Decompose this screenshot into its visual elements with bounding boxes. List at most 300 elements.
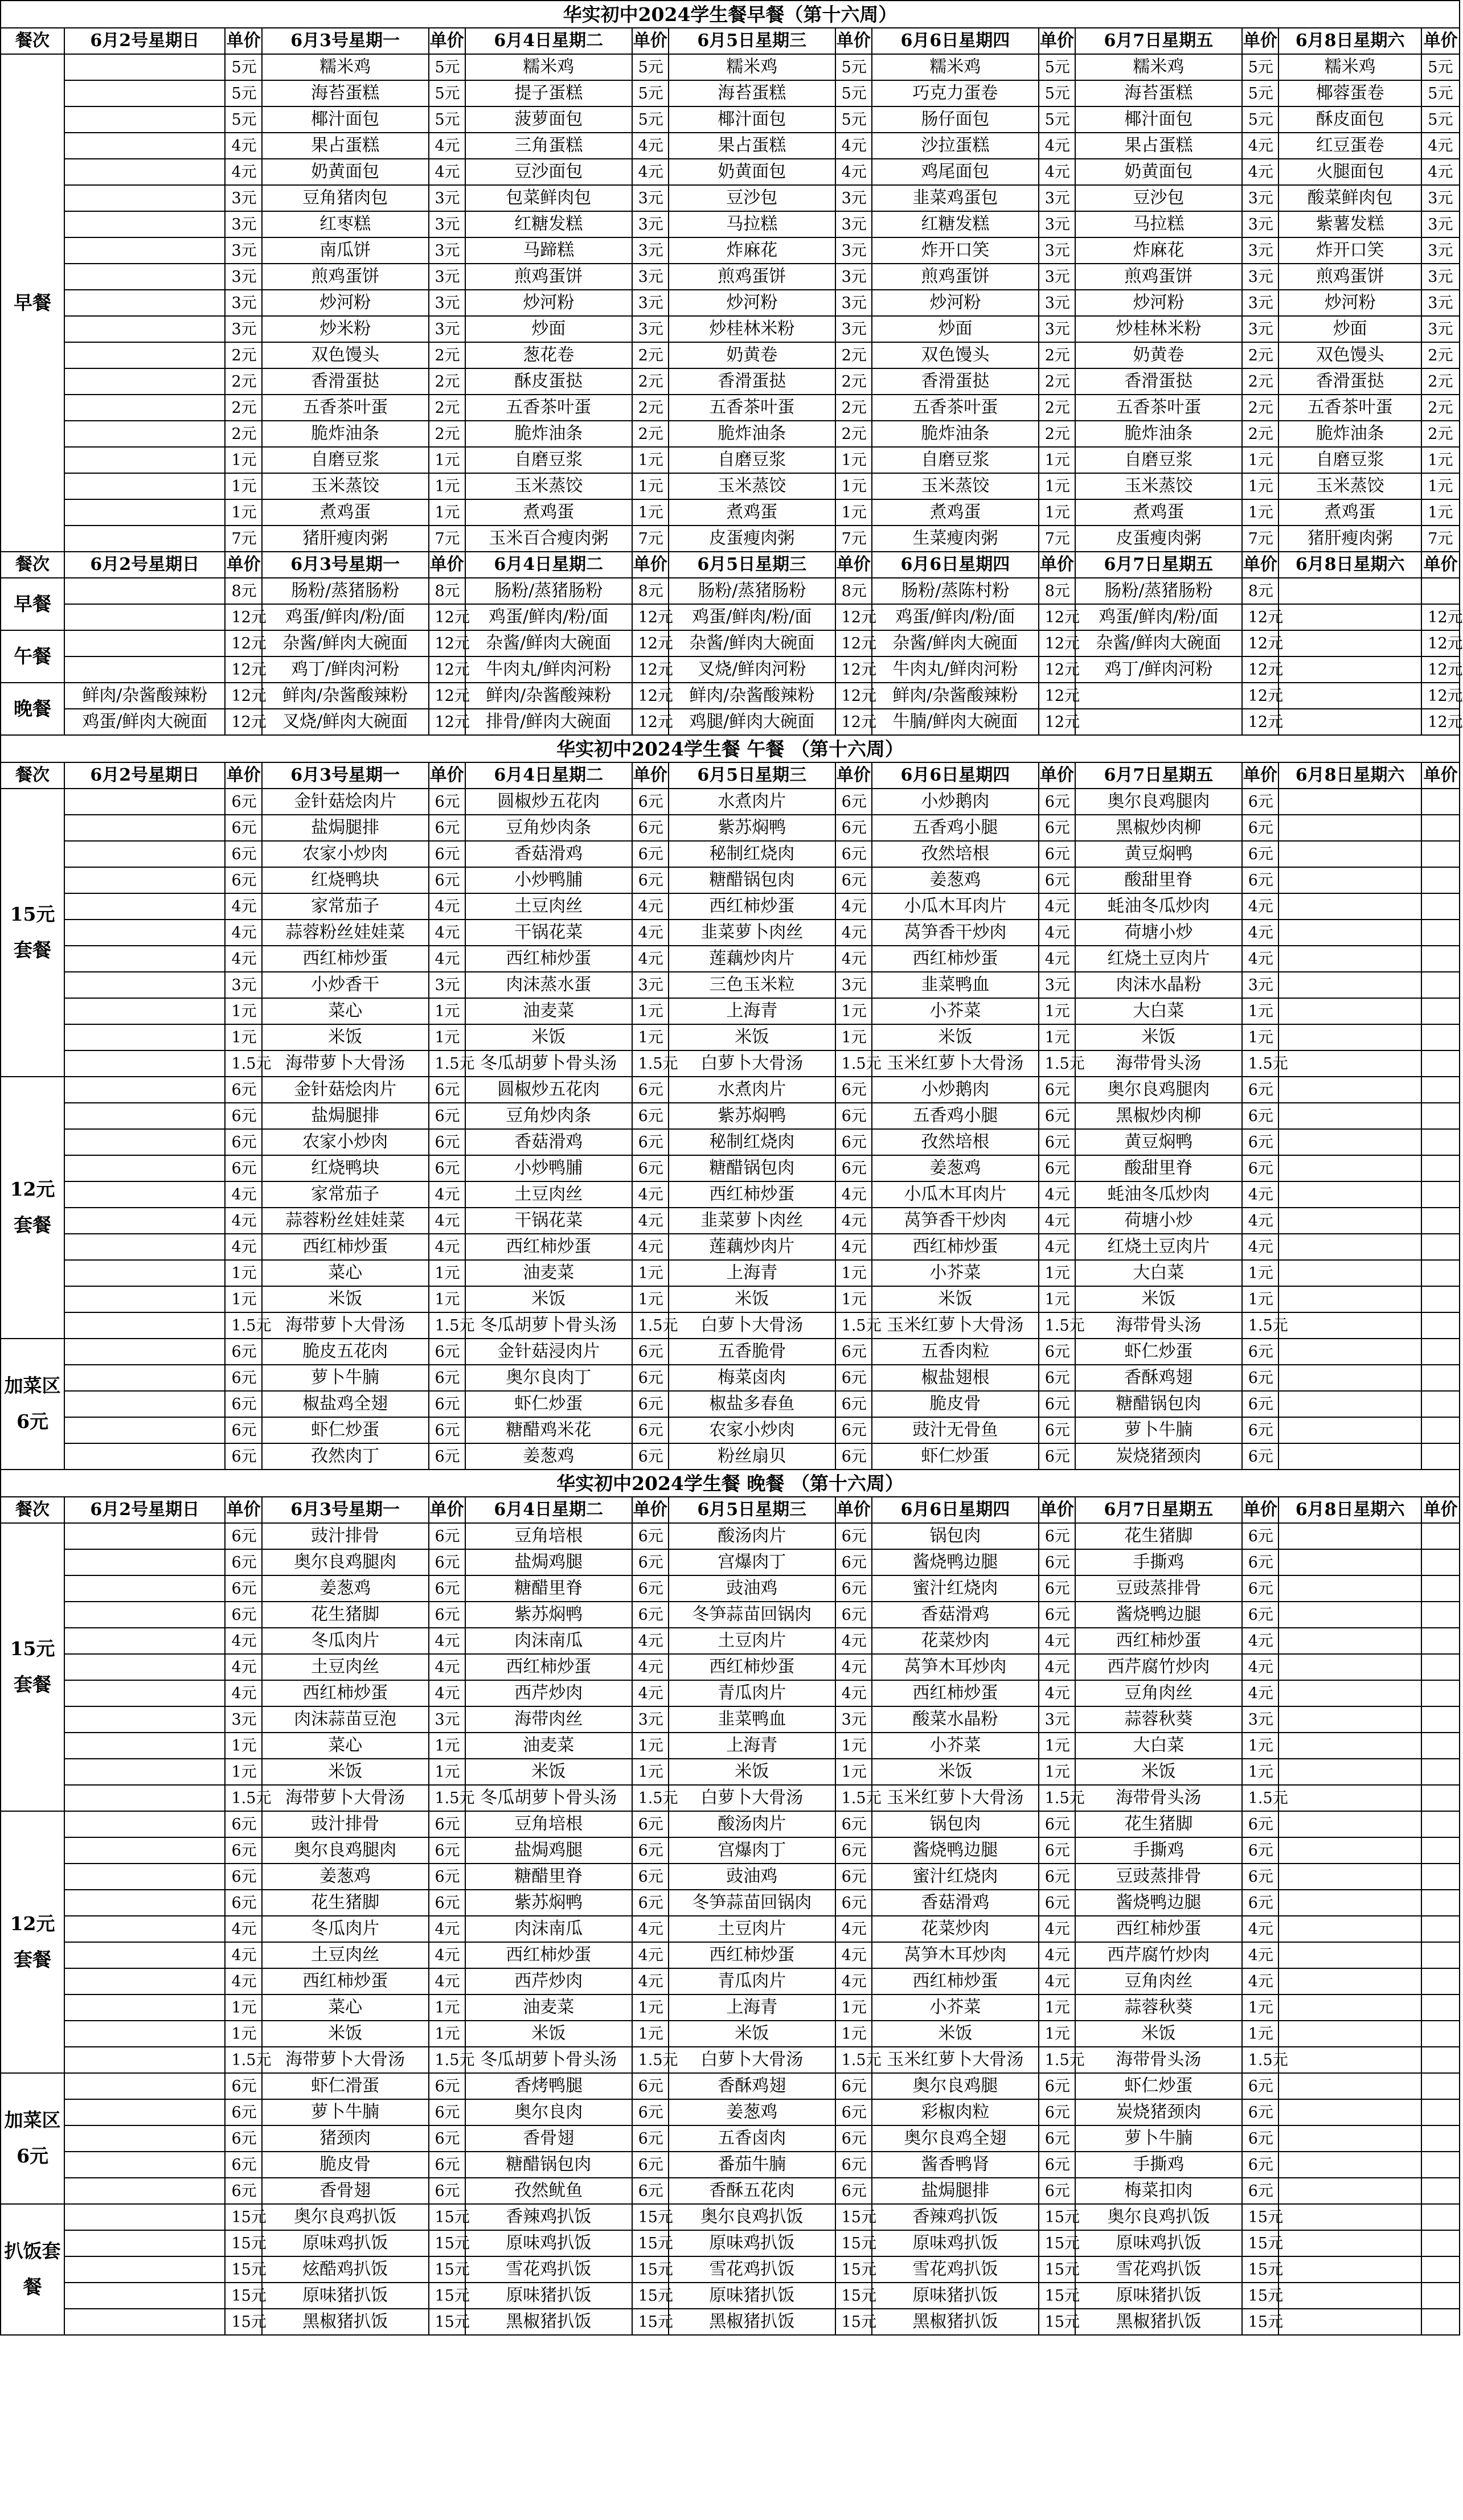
dish-cell: 海带肉丝 — [465, 1706, 632, 1733]
dish-cell: 糯米鸡 — [262, 54, 429, 80]
dish-cell: 酱香鸭肾 — [872, 2152, 1039, 2178]
dish-cell — [1278, 1339, 1421, 1365]
price-cell: 3元 — [1242, 237, 1278, 264]
price-cell: 6元 — [225, 789, 261, 815]
price-cell — [1421, 1417, 1460, 1443]
price-cell — [1421, 2178, 1460, 2204]
dish-cell: 香滑蛋挞 — [669, 368, 835, 395]
dish-cell: 西芹腐竹炒肉 — [1075, 1654, 1242, 1680]
dish-cell — [64, 630, 225, 656]
dish-cell — [1278, 1024, 1421, 1050]
dish-cell: 手撕鸡 — [1075, 1549, 1242, 1575]
dish-cell: 香酥鸡翅 — [669, 2073, 835, 2099]
menu-row — [1, 1339, 1460, 1365]
dish-cell: 鸡尾面包 — [872, 159, 1039, 185]
meal-category: 12元套餐 — [1, 1077, 64, 1339]
dish-cell: 海带萝卜大骨汤 — [262, 1312, 429, 1339]
column-header: 单价 — [429, 1497, 465, 1523]
dish-cell: 香菇滑鸡 — [872, 1890, 1039, 1916]
price-cell: 6元 — [835, 1155, 872, 1181]
meal-category: 早餐 — [1, 54, 64, 552]
price-cell: 5元 — [1039, 80, 1075, 106]
price-cell: 6元 — [225, 1103, 261, 1129]
price-cell: 12元 — [632, 683, 669, 709]
dish-cell: 小炒香干 — [262, 972, 429, 998]
price-cell: 15元 — [1242, 2256, 1278, 2283]
price-cell — [1421, 1628, 1460, 1654]
dish-cell: 鲜肉/杂酱酸辣粉 — [872, 683, 1039, 709]
menu-row — [1, 1916, 1460, 1942]
price-cell: 6元 — [1039, 1443, 1075, 1470]
dish-cell: 农家小炒肉 — [262, 841, 429, 867]
price-cell: 5元 — [429, 106, 465, 133]
menu-row — [1, 1391, 1460, 1417]
menu-row — [1, 893, 1460, 920]
price-cell: 6元 — [1242, 1575, 1278, 1602]
dish-cell — [1075, 683, 1242, 709]
dish-cell: 肠粉/蒸猪肠粉 — [669, 578, 835, 604]
price-cell: 4元 — [1242, 1942, 1278, 1968]
dish-cell — [1278, 1391, 1421, 1417]
price-cell: 6元 — [1039, 867, 1075, 893]
price-cell: 4元 — [835, 1916, 872, 1942]
dish-cell — [1278, 1312, 1421, 1339]
dish-cell: 原味猪扒饭 — [262, 2283, 429, 2309]
dish-cell: 五香肉粒 — [872, 1339, 1039, 1365]
dish-cell: 肉沫南瓜 — [465, 1916, 632, 1942]
dish-cell: 干锅花菜 — [465, 920, 632, 946]
dish-cell: 米饭 — [1075, 2021, 1242, 2047]
price-cell: 3元 — [429, 185, 465, 211]
price-cell: 12元 — [835, 709, 872, 735]
price-cell: 8元 — [1039, 578, 1075, 604]
dish-cell: 五香鸡小腿 — [872, 1103, 1039, 1129]
price-cell: 15元 — [225, 2309, 261, 2335]
dish-cell: 鲜肉/杂酱酸辣粉 — [465, 683, 632, 709]
dish-cell: 皮蛋瘦肉粥 — [669, 526, 835, 552]
menu-row — [1, 1654, 1460, 1680]
column-header: 单价 — [632, 762, 669, 789]
column-header: 6月4日星期二 — [465, 762, 632, 789]
dish-cell: 孜然培根 — [872, 1129, 1039, 1155]
price-cell: 15元 — [835, 2204, 872, 2230]
price-cell: 1元 — [835, 447, 872, 473]
meal-category: 扒饭套餐 — [1, 2204, 64, 2335]
price-cell: 6元 — [429, 1103, 465, 1129]
dish-cell: 炒河粉 — [1278, 290, 1421, 316]
dish-cell: 鸡丁/鲜肉河粉 — [1075, 656, 1242, 683]
dish-cell: 香骨翅 — [262, 2178, 429, 2204]
dish-cell: 黑椒炒肉柳 — [1075, 815, 1242, 841]
price-cell: 6元 — [225, 1549, 261, 1575]
dish-cell: 炒河粉 — [872, 290, 1039, 316]
dish-cell: 椰蓉蛋卷 — [1278, 80, 1421, 106]
dish-cell: 皮蛋瘦肉粥 — [1075, 526, 1242, 552]
price-cell: 2元 — [1039, 421, 1075, 447]
dish-cell: 鸡腿/鲜肉大碗面 — [669, 709, 835, 735]
dish-cell: 煮鸡蛋 — [1075, 499, 1242, 526]
price-cell: 6元 — [1242, 1103, 1278, 1129]
dish-cell: 蜜汁红烧肉 — [872, 1864, 1039, 1890]
meal-category: 15元套餐 — [1, 1523, 64, 1811]
dish-cell: 姜葱鸡 — [465, 1443, 632, 1470]
dish-cell: 小炒鸭脯 — [465, 1155, 632, 1181]
dish-cell — [1278, 1994, 1421, 2021]
price-cell: 1.5元 — [1039, 2047, 1075, 2073]
menu-row — [1, 1260, 1460, 1286]
column-header: 6月8日星期六 — [1278, 28, 1421, 54]
dish-cell — [64, 1759, 225, 1785]
price-cell: 6元 — [632, 2152, 669, 2178]
price-cell: 6元 — [225, 1129, 261, 1155]
column-header: 单价 — [1242, 1497, 1278, 1523]
dish-cell: 上海青 — [669, 1994, 835, 2021]
dish-cell — [1278, 1443, 1421, 1470]
price-cell: 3元 — [1039, 316, 1075, 342]
price-cell: 4元 — [1242, 1628, 1278, 1654]
price-cell: 4元 — [1039, 159, 1075, 185]
price-cell: 1元 — [632, 998, 669, 1024]
dish-cell: 五香卤肉 — [669, 2125, 835, 2152]
price-cell — [1421, 946, 1460, 972]
price-cell: 6元 — [1039, 2099, 1075, 2125]
dish-cell: 双色馒头 — [1278, 342, 1421, 368]
dish-cell: 提子蛋糕 — [465, 80, 632, 106]
price-cell: 4元 — [632, 1628, 669, 1654]
price-cell: 4元 — [632, 1234, 669, 1260]
dish-cell — [64, 237, 225, 264]
dish-cell — [1278, 1077, 1421, 1103]
dish-cell: 姜葱鸡 — [262, 1864, 429, 1890]
dish-cell: 煎鸡蛋饼 — [872, 264, 1039, 290]
dish-cell — [64, 1575, 225, 1602]
price-cell: 2元 — [632, 421, 669, 447]
price-cell: 3元 — [225, 316, 261, 342]
price-cell: 8元 — [835, 578, 872, 604]
dish-cell: 土豆肉丝 — [465, 1181, 632, 1208]
dish-cell — [1278, 1811, 1421, 1837]
price-cell: 1.5元 — [632, 1050, 669, 1077]
price-cell: 4元 — [1242, 920, 1278, 946]
price-cell: 4元 — [835, 1680, 872, 1706]
price-cell: 2元 — [835, 342, 872, 368]
dish-cell — [64, 1602, 225, 1628]
price-cell: 1元 — [1039, 2021, 1075, 2047]
price-cell: 3元 — [225, 1706, 261, 1733]
dish-cell — [1278, 1680, 1421, 1706]
dish-cell: 糖醋锅包肉 — [1075, 1391, 1242, 1417]
price-cell: 6元 — [429, 1155, 465, 1181]
price-cell: 12元 — [632, 709, 669, 735]
dish-cell: 自磨豆浆 — [669, 447, 835, 473]
price-cell: 3元 — [429, 264, 465, 290]
dish-cell: 黑椒猪扒饭 — [669, 2309, 835, 2335]
column-header: 单价 — [1242, 552, 1278, 578]
dish-cell: 肠粉/蒸猪肠粉 — [262, 578, 429, 604]
price-cell: 2元 — [1421, 421, 1460, 447]
dish-cell — [1278, 1785, 1421, 1811]
dish-cell: 糖醋锅包肉 — [669, 867, 835, 893]
price-cell: 15元 — [1039, 2283, 1075, 2309]
dish-cell — [64, 80, 225, 106]
price-cell: 1.5元 — [429, 1785, 465, 1811]
price-cell: 1元 — [429, 998, 465, 1024]
price-cell: 5元 — [1421, 80, 1460, 106]
dish-cell: 煮鸡蛋 — [1278, 499, 1421, 526]
dish-cell: 原味鸡扒饭 — [1075, 2230, 1242, 2256]
menu-row — [1, 1077, 1460, 1103]
price-cell: 12元 — [1039, 709, 1075, 735]
dish-cell: 小芥菜 — [872, 998, 1039, 1024]
dish-cell: 白萝卜大骨汤 — [669, 1785, 835, 1811]
price-cell: 1元 — [225, 1994, 261, 2021]
dish-cell — [64, 2309, 225, 2335]
price-cell: 4元 — [1242, 1181, 1278, 1208]
dish-cell — [1278, 893, 1421, 920]
dish-cell: 香菇滑鸡 — [465, 841, 632, 867]
dish-cell — [64, 946, 225, 972]
price-cell — [1421, 815, 1460, 841]
dish-cell: 杂酱/鲜肉大碗面 — [465, 630, 632, 656]
menu-row — [1, 395, 1460, 421]
price-cell: 1元 — [429, 447, 465, 473]
dish-cell: 炒河粉 — [262, 290, 429, 316]
price-cell: 2元 — [1421, 395, 1460, 421]
dish-cell: 宫爆肉丁 — [669, 1837, 835, 1864]
dish-cell: 米饭 — [465, 1286, 632, 1312]
price-cell: 12元 — [1421, 656, 1460, 683]
section-title-row — [1, 1470, 1460, 1497]
price-cell: 6元 — [225, 867, 261, 893]
dish-cell: 巧克力蛋卷 — [872, 80, 1039, 106]
price-cell: 6元 — [429, 1602, 465, 1628]
price-cell: 6元 — [1039, 1365, 1075, 1391]
menu-row — [1, 1155, 1460, 1181]
dish-cell: 酸汤肉片 — [669, 1811, 835, 1837]
dish-cell: 菜心 — [262, 1994, 429, 2021]
price-cell: 4元 — [632, 920, 669, 946]
price-cell: 1.5元 — [1242, 2047, 1278, 2073]
menu-row — [1, 1759, 1460, 1785]
dish-cell: 玉米百合瘦肉粥 — [465, 526, 632, 552]
dish-cell — [1278, 2125, 1421, 2152]
price-cell — [1421, 1443, 1460, 1470]
menu-row — [1, 1811, 1460, 1837]
dish-cell: 原味鸡扒饭 — [465, 2230, 632, 2256]
price-cell: 6元 — [225, 1811, 261, 1837]
price-cell — [1421, 1680, 1460, 1706]
column-header: 6月7日星期五 — [1075, 1497, 1242, 1523]
price-cell: 6元 — [429, 2099, 465, 2125]
meal-category: 加菜区6元 — [1, 1339, 64, 1470]
dish-cell: 三色玉米粒 — [669, 972, 835, 998]
price-cell: 1元 — [632, 1286, 669, 1312]
price-cell: 4元 — [1039, 920, 1075, 946]
dish-cell — [64, 395, 225, 421]
price-cell: 6元 — [1242, 841, 1278, 867]
price-cell: 1元 — [835, 499, 872, 526]
price-cell: 6元 — [1242, 1549, 1278, 1575]
price-cell: 3元 — [225, 185, 261, 211]
dish-cell: 马蹄糕 — [465, 237, 632, 264]
price-cell: 6元 — [1039, 1837, 1075, 1864]
price-cell: 6元 — [1242, 789, 1278, 815]
dish-cell: 包菜鲜肉包 — [465, 185, 632, 211]
menu-row — [1, 1890, 1460, 1916]
price-cell: 4元 — [225, 1654, 261, 1680]
price-cell: 15元 — [835, 2309, 872, 2335]
price-cell: 12元 — [225, 709, 261, 735]
price-cell: 4元 — [225, 1942, 261, 1968]
price-cell: 6元 — [835, 815, 872, 841]
dish-cell — [1278, 2047, 1421, 2073]
menu-row — [1, 2283, 1460, 2309]
dish-cell — [64, 1654, 225, 1680]
price-cell: 5元 — [225, 80, 261, 106]
price-cell: 6元 — [835, 789, 872, 815]
price-cell: 1元 — [1242, 447, 1278, 473]
dish-cell — [1278, 1129, 1421, 1155]
dish-cell — [1278, 1234, 1421, 1260]
dish-cell: 五香茶叶蛋 — [465, 395, 632, 421]
price-cell: 6元 — [1242, 1602, 1278, 1628]
dish-cell: 西芹腐竹炒肉 — [1075, 1942, 1242, 1968]
price-cell: 5元 — [225, 54, 261, 80]
dish-cell: 锅包肉 — [872, 1811, 1039, 1837]
dish-cell — [64, 473, 225, 499]
price-cell: 12元 — [429, 604, 465, 630]
dish-cell — [64, 1733, 225, 1759]
price-cell: 1元 — [1039, 1286, 1075, 1312]
dish-cell: 自磨豆浆 — [465, 447, 632, 473]
dish-cell: 椒盐翅根 — [872, 1365, 1039, 1391]
price-cell: 3元 — [632, 264, 669, 290]
price-cell: 4元 — [225, 946, 261, 972]
dish-cell: 金针菇浸肉片 — [465, 1339, 632, 1365]
price-cell: 12元 — [835, 604, 872, 630]
dish-cell: 西红柿炒蛋 — [872, 1680, 1039, 1706]
price-cell: 1元 — [1039, 1024, 1075, 1050]
dish-cell: 黑椒猪扒饭 — [465, 2309, 632, 2335]
dish-cell: 荷塘小炒 — [1075, 920, 1242, 946]
price-cell: 6元 — [225, 2178, 261, 2204]
dish-cell: 杂酱/鲜肉大碗面 — [669, 630, 835, 656]
menu-row — [1, 841, 1460, 867]
dish-cell: 脆炸油条 — [1278, 421, 1421, 447]
menu-row — [1, 2152, 1460, 2178]
menu-row — [1, 1365, 1460, 1391]
dish-cell: 红枣糕 — [262, 211, 429, 237]
price-cell: 6元 — [1039, 1575, 1075, 1602]
dish-cell — [1278, 1654, 1421, 1680]
price-cell: 4元 — [429, 920, 465, 946]
price-cell: 15元 — [1242, 2309, 1278, 2335]
price-cell — [1421, 1811, 1460, 1837]
price-cell: 4元 — [632, 1680, 669, 1706]
dish-cell — [1278, 2099, 1421, 2125]
dish-cell: 红烧土豆肉片 — [1075, 1234, 1242, 1260]
price-cell: 6元 — [632, 1837, 669, 1864]
dish-cell: 奥尔良肉 — [465, 2099, 632, 2125]
price-cell: 6元 — [1039, 841, 1075, 867]
price-cell: 3元 — [429, 237, 465, 264]
dish-cell — [64, 1706, 225, 1733]
menu-row — [1, 54, 1460, 80]
price-cell: 6元 — [632, 1523, 669, 1549]
menu-row — [1, 1942, 1460, 1968]
menu-row — [1, 1837, 1460, 1864]
dish-cell — [1278, 578, 1421, 604]
price-cell: 6元 — [1039, 1523, 1075, 1549]
price-cell: 6元 — [225, 841, 261, 867]
price-cell: 6元 — [225, 1602, 261, 1628]
dish-cell: 海带骨头汤 — [1075, 1050, 1242, 1077]
dish-cell — [64, 2204, 225, 2230]
dish-cell — [1278, 998, 1421, 1024]
price-cell: 6元 — [225, 2099, 261, 2125]
price-cell: 6元 — [632, 1339, 669, 1365]
dish-cell: 豆角炒肉条 — [465, 1103, 632, 1129]
price-cell — [1421, 893, 1460, 920]
dish-cell — [1278, 1759, 1421, 1785]
dish-cell — [64, 106, 225, 133]
dish-cell — [64, 368, 225, 395]
column-header: 6月6日星期四 — [872, 552, 1039, 578]
dish-cell: 米饭 — [465, 1024, 632, 1050]
price-cell: 6元 — [835, 1077, 872, 1103]
price-cell: 4元 — [429, 133, 465, 159]
price-cell: 1元 — [1039, 1260, 1075, 1286]
price-cell: 6元 — [429, 1077, 465, 1103]
price-cell: 3元 — [225, 972, 261, 998]
price-cell: 6元 — [632, 1103, 669, 1129]
dish-cell: 猪肝瘦肉粥 — [262, 526, 429, 552]
dish-cell: 雪花鸡扒饭 — [669, 2256, 835, 2283]
dish-cell: 炒河粉 — [1075, 290, 1242, 316]
price-cell: 12元 — [1242, 656, 1278, 683]
price-cell — [1421, 1864, 1460, 1890]
column-header: 单价 — [225, 28, 261, 54]
menu-row — [1, 1443, 1460, 1470]
price-cell: 6元 — [429, 1365, 465, 1391]
column-header: 单价 — [225, 762, 261, 789]
menu-row — [1, 815, 1460, 841]
dish-cell: 牛腩/鲜肉大碗面 — [872, 709, 1039, 735]
price-cell: 1元 — [225, 1260, 261, 1286]
price-cell: 12元 — [225, 630, 261, 656]
dish-cell — [64, 1391, 225, 1417]
dish-cell: 米饭 — [872, 1286, 1039, 1312]
dish-cell: 玉米蒸饺 — [872, 473, 1039, 499]
dish-cell: 上海青 — [669, 998, 835, 1024]
dish-cell: 莴笋香干炒肉 — [872, 920, 1039, 946]
dish-cell: 家常茄子 — [262, 1181, 429, 1208]
price-cell: 1元 — [1242, 1024, 1278, 1050]
dish-cell: 孜然肉丁 — [262, 1443, 429, 1470]
price-cell: 15元 — [429, 2256, 465, 2283]
menu-row — [1, 2178, 1460, 2204]
dish-cell: 鸡蛋/鲜肉/粉/面 — [872, 604, 1039, 630]
dish-cell: 小炒鹅肉 — [872, 1077, 1039, 1103]
dish-cell — [1278, 1286, 1421, 1312]
dish-cell — [1278, 1916, 1421, 1942]
dish-cell: 炒桂林米粉 — [669, 316, 835, 342]
price-cell: 1.5元 — [225, 1785, 261, 1811]
dish-cell — [1278, 630, 1421, 656]
price-cell: 6元 — [1242, 2178, 1278, 2204]
price-cell: 6元 — [632, 1575, 669, 1602]
price-cell: 4元 — [429, 159, 465, 185]
